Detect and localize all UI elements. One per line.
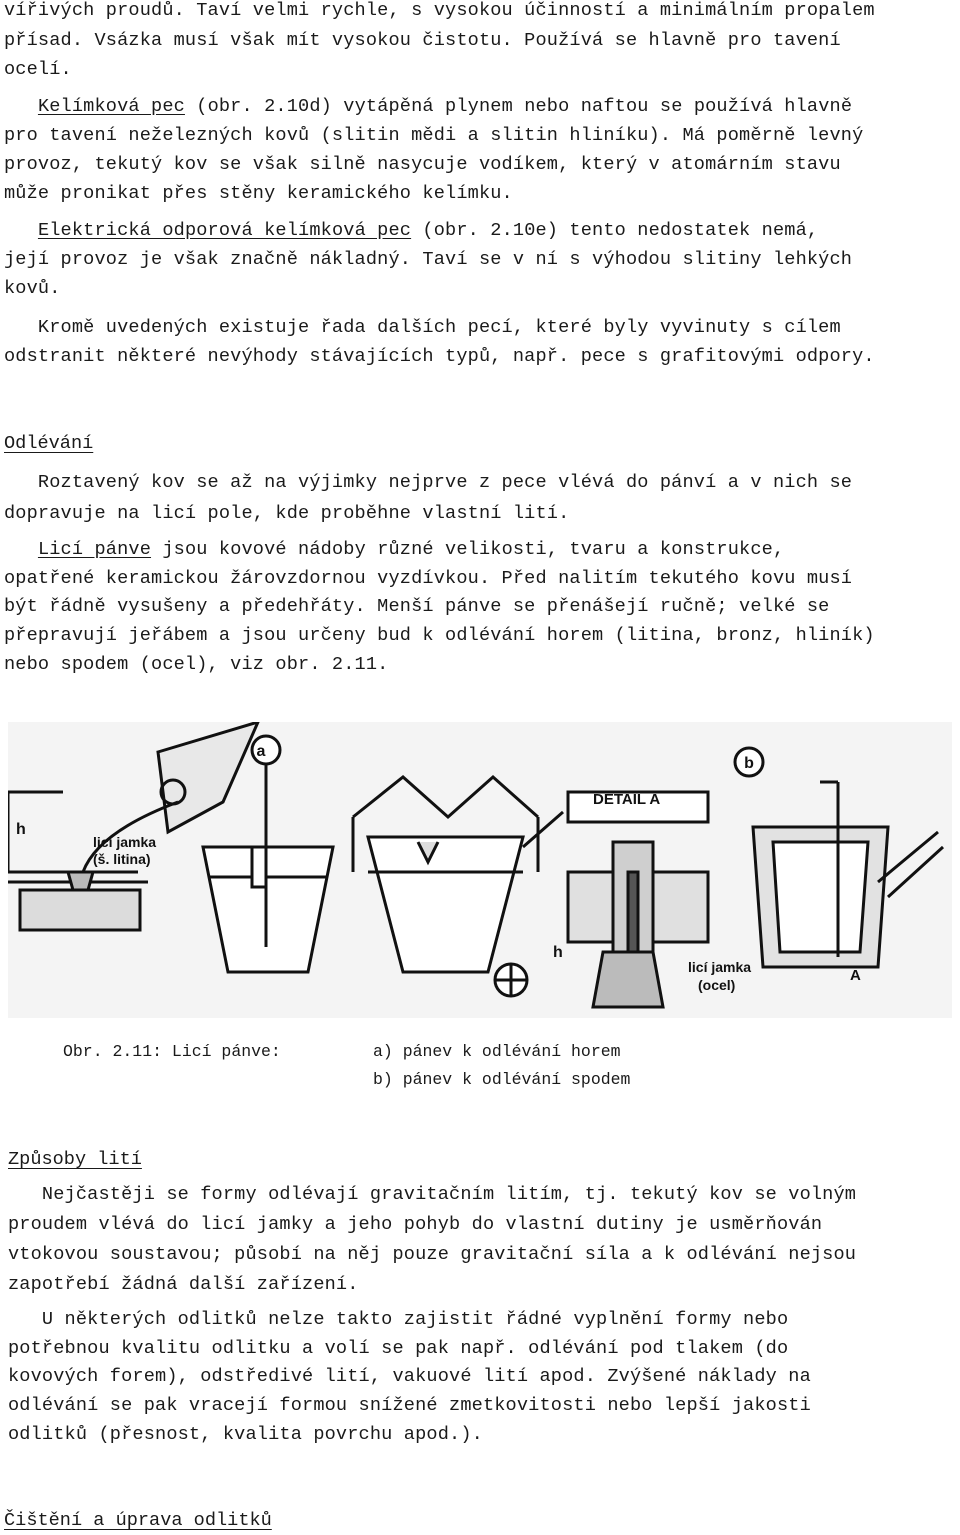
text-line: zapotřebí žádná další zařízení. <box>8 1274 359 1295</box>
label-h: h <box>16 821 26 838</box>
text-line: být řádně vysušeny a předehřáty. Menší pánve se přenášejí ručně; velké se <box>4 596 830 617</box>
text-line: odlitků (přesnost, kvalita povrchu apod.). <box>8 1424 483 1445</box>
text-line: nebo spodem (ocel), viz obr. 2.11. <box>4 654 389 675</box>
text-line: její provoz je však značně nákladný. Taví se v ní s výhodou slitiny lehkých <box>4 249 853 270</box>
text-line: U některých odlitků nelze takto zajistit řádné vyplnění formy nebo <box>8 1309 789 1330</box>
text-line: vířivých proudů. Taví velmi rychle, s vysokou účinností a minimálním propalem <box>4 0 875 21</box>
text-line: kovů. <box>4 278 61 299</box>
text-line: Kromě uvedených existuje řada dalších pecí, které byly vyvinuty s cílem <box>4 317 841 338</box>
text-line: Elektrická odporová kelímková pec (obr. 2.10e) tento nedostatek nemá, <box>37 220 819 241</box>
text-line: odlévání se pak vracejí formou snížené zmetkovitosti nebo lepší jakosti <box>8 1395 811 1416</box>
text-line: dopravuje na licí pole, kde proběhne vlastní lití. <box>4 503 570 524</box>
text-line: provoz, tekutý kov se však silně nasycuje vodíkem, který v atomárním stavu <box>4 154 841 175</box>
figure-caption-a: a) pánev k odlévání horem <box>373 1042 621 1061</box>
label-h2: h <box>553 944 563 961</box>
figure-caption-b: b) pánev k odlévání spodem <box>373 1070 631 1089</box>
text-line: kovových forem), odstředivé lití, vakuové lití apod. Zvýšené náklady na <box>8 1366 811 1387</box>
section-heading-cisteni: Čištění a úprava odlitků <box>4 1510 272 1531</box>
label-jamka-a-sub: (š. litina) <box>93 851 151 867</box>
label-jamka-b-sub: (ocel) <box>698 977 736 993</box>
text-line: proudem vlévá do licí jamky a jeho pohyb do vlastní dutiny je usměrňován <box>8 1214 823 1235</box>
text-line: Kelímková pec (obr. 2.10d) vytápěná plynem nebo naftou se používá hlavně <box>37 96 853 117</box>
text-line: Licí pánve jsou kovové nádoby různé velikosti, tvaru a konstrukce, <box>37 539 785 560</box>
figure-ladles <box>8 722 952 1018</box>
text-line: přísad. Vsázka musí však mít vysokou čistotu. Používá se hlavně pro tavení <box>4 30 841 51</box>
label-b: b <box>744 755 754 772</box>
label-marker-A: A <box>850 967 861 984</box>
text-line: Nejčastěji se formy odlévají gravitačním litím, tj. tekutý kov se volným <box>8 1184 857 1205</box>
label-detail: DETAIL A <box>593 791 661 808</box>
text-line: vtokovou soustavou; působí na něj pouze gravitační síla a k odlévání nejsou <box>8 1244 857 1265</box>
term-elektricka-pec: Elektrická odporová kelímková pec <box>37 220 412 241</box>
text-line: opatřené keramickou žárovzdornou vyzdívkou. Před nalitím tekutého kovu musí <box>4 568 853 589</box>
text-line: ocelí. <box>4 59 72 80</box>
text-line: Roztavený kov se až na výjimky nejprve z pece vlévá do pánví a v nich se <box>4 472 853 493</box>
section-heading-zpusoby: Způsoby lití <box>8 1149 142 1170</box>
section-heading-odlevani: Odlévání <box>4 433 94 454</box>
text-line: může pronikat přes stěny keramického kelímku. <box>4 183 513 204</box>
text-line: odstranit některé nevýhody stávajících typů, např. pece s grafitovými odpory. <box>4 346 875 367</box>
term-kelimkova-pec: Kelímková pec <box>37 96 185 117</box>
text-line: pro tavení neželezných kovů (slitin mědi a slitin hliníku). Má poměrně levný <box>4 125 864 146</box>
text-line: přepravují jeřábem a jsou určeny bud k odlévání horem (litina, bronz, hliník) <box>4 625 875 646</box>
term-lici-panve: Licí pánve <box>37 539 152 560</box>
label-jamka-a: licí jamka <box>93 834 157 850</box>
text-line: potřebnou kvalitu odlitku a volí se pak např. odlévání pod tlakem (do <box>8 1338 789 1359</box>
figure-caption-label: Obr. 2.11: Licí pánve: <box>63 1042 281 1061</box>
label-jamka-b: licí jamka <box>688 959 752 975</box>
label-a: a <box>256 743 266 760</box>
